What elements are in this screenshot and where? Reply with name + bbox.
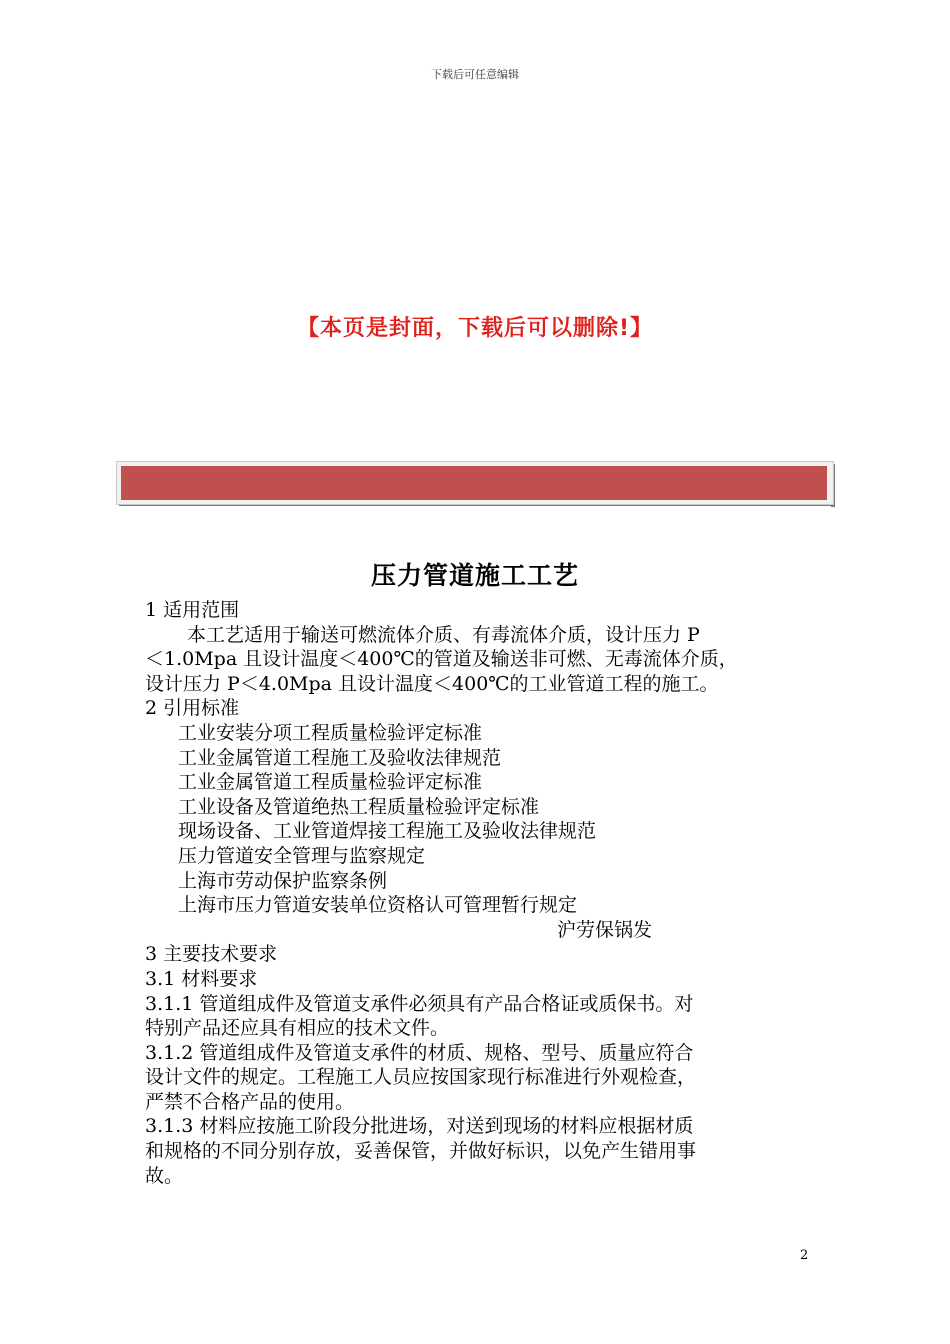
paragraph-line: 设计文件的规定。工程施工人员应按国家现行标准进行外观检查， <box>145 1066 697 1089</box>
standard-list-item: 压力管道安全管理与监察规定 <box>178 844 426 867</box>
standard-list-item: 上海市压力管道安装单位资格认可管理暂行规定 <box>178 894 578 917</box>
paragraph-line: 3.1.2 管道组成件及管道支承件的材质、规格、型号、质量应符合 <box>145 1041 694 1064</box>
paragraph-line: 设计压力 P＜4.0Mpa 且设计温度＜400℃的工业管道工程的施工。 <box>145 672 719 695</box>
standard-list-item: 工业安装分项工程质量检验评定标准 <box>178 721 483 744</box>
paragraph-line: 3.1.3 材料应按施工阶段分批进场，对送到现场的材料应根据材质 <box>145 1115 694 1138</box>
section-heading-requirements: 3 主要技术要求 <box>145 943 278 966</box>
standard-list-item: 工业金属管道工程质量检验评定标准 <box>178 771 483 794</box>
paragraph-line: 和规格的不同分别存放，妥善保管，并做好标识，以免产生错用事 <box>145 1140 697 1163</box>
document-reference: 沪劳保锅发 <box>557 918 653 941</box>
paragraph-line: ＜1.0Mpa 且设计温度＜400℃的管道及输送非可燃、无毒流体介质， <box>145 648 738 671</box>
decorative-banner <box>116 461 834 505</box>
paragraph-line: 特别产品还应具有相应的技术文件。 <box>145 1017 450 1040</box>
header-note: 下载后可任意编辑 <box>431 68 519 81</box>
paragraph-line: 本工艺适用于输送可燃流体介质、有毒流体介质，设计压力 P <box>187 623 700 646</box>
subsection-heading-materials: 3.1 材料要求 <box>145 967 258 990</box>
paragraph-line: 3.1.1 管道组成件及管道支承件必须具有产品合格证或质保书。对 <box>145 992 694 1015</box>
standard-list-item: 工业设备及管道绝热工程质量检验评定标准 <box>178 795 540 818</box>
banner-red-bar <box>121 466 827 500</box>
document-body <box>145 598 817 1188</box>
paragraph-line: 故。 <box>145 1164 184 1187</box>
cover-notice: 【本页是封面，下载后可以删除!】 <box>296 316 654 341</box>
page-number: 2 <box>800 1248 809 1263</box>
standard-list-item: 上海市劳动保护监察条例 <box>178 869 388 892</box>
section-heading-scope: 1 适用范围 <box>145 599 240 621</box>
section-heading-standards: 2 引用标准 <box>145 697 240 720</box>
document-title: 压力管道施工工艺 <box>370 561 579 590</box>
standard-list-item: 工业金属管道工程施工及验收法律规范 <box>178 746 502 769</box>
paragraph-line: 严禁不合格产品的使用。 <box>145 1090 355 1113</box>
standard-list-item: 现场设备、工业管道焊接工程施工及验收法律规范 <box>178 820 597 843</box>
